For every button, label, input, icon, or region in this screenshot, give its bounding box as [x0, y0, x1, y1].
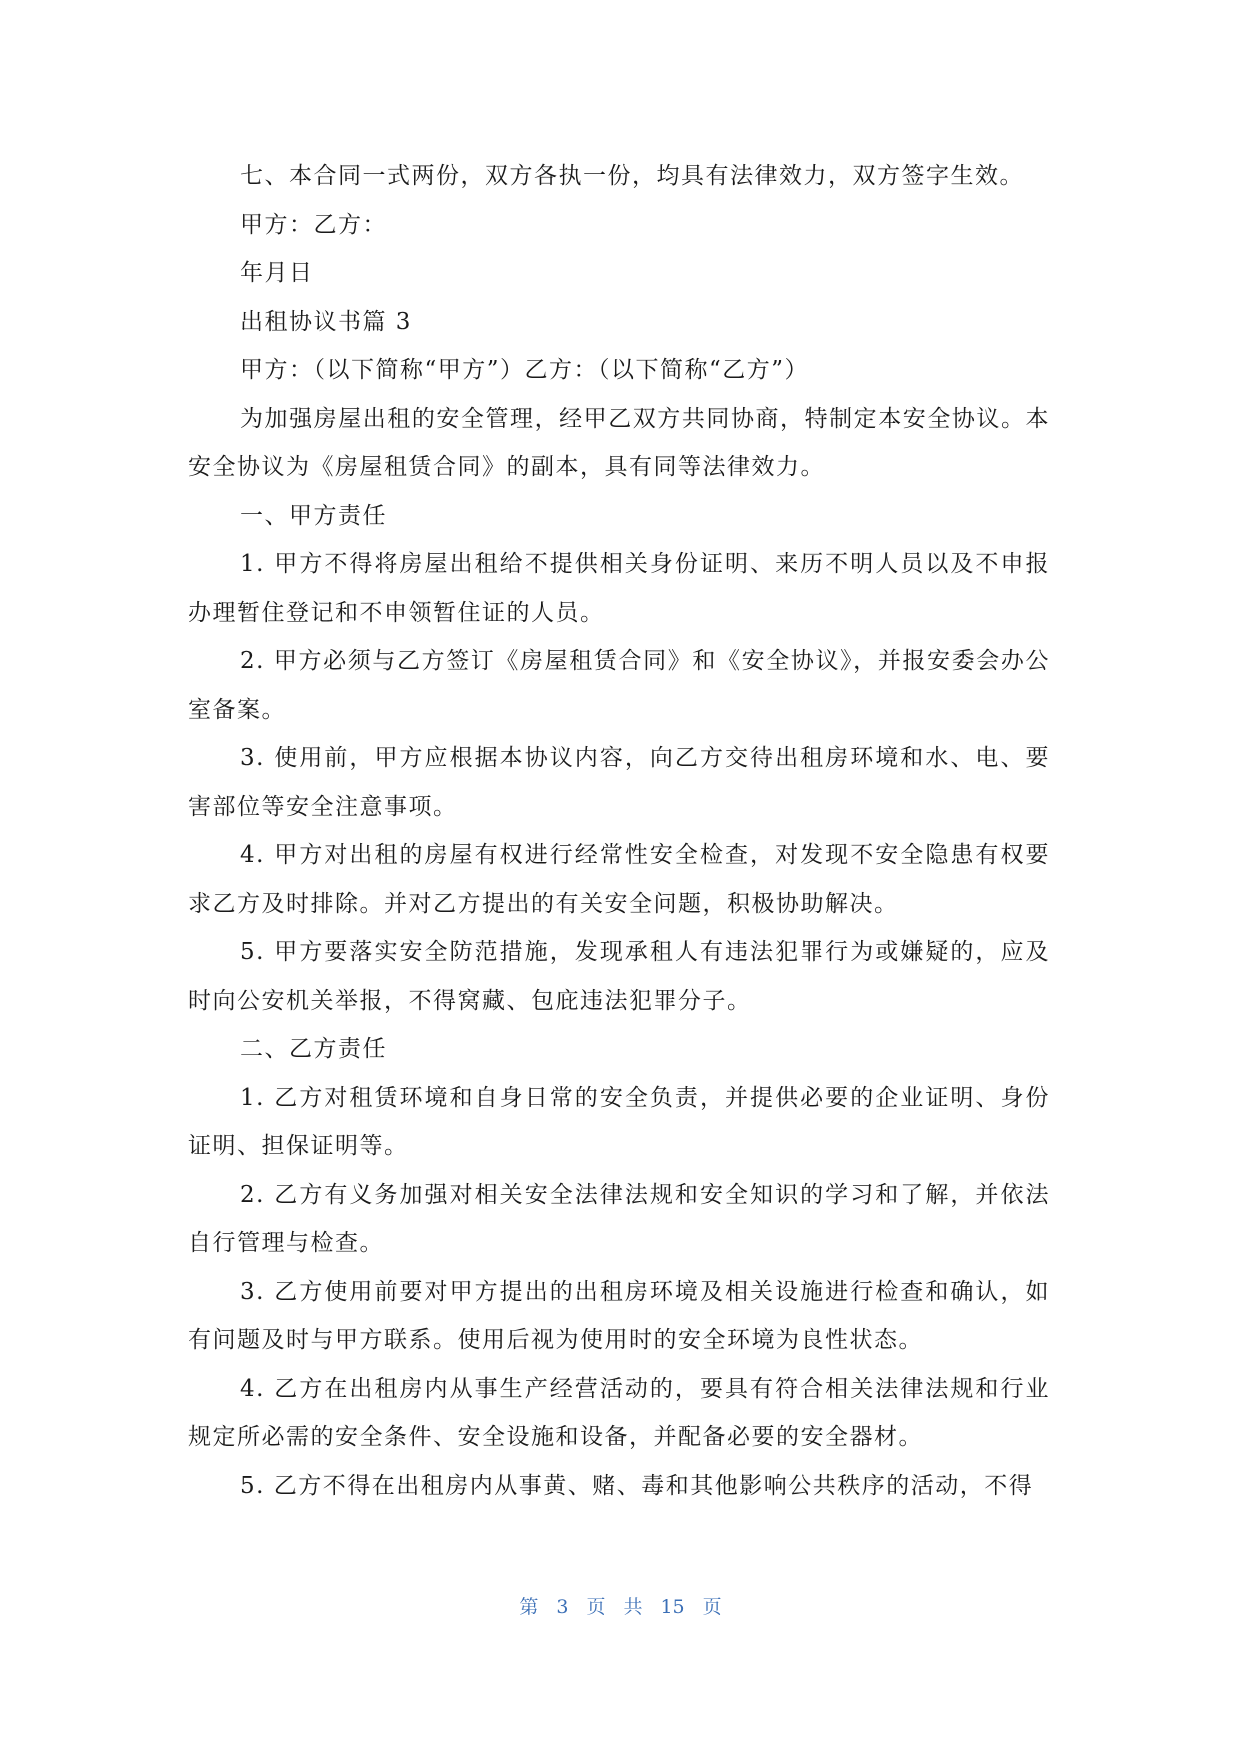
- paragraph: 出租协议书篇 3: [240, 308, 412, 335]
- footer-gong: 共: [623, 1596, 643, 1618]
- paragraph: 一、甲方责任: [240, 502, 387, 529]
- paragraph: 七、本合同一式两份，双方各执一份，均具有法律效力，双方签字生效。: [240, 163, 1024, 189]
- paragraph: 5. 甲方要落实安全防范措施，发现承租人有违法犯罪行为或嫌疑的，应及时向公安机关举报，不得窝藏、包庇违法犯罪分子。: [188, 939, 1050, 1014]
- paragraph: 4. 乙方在出租房内从事生产经营活动的，要具有符合相关法律法规和行业规定所必需的安全条件、安全设施和设备，并配备必要的安全器材。: [188, 1375, 1050, 1450]
- paragraph: 2. 乙方有义务加强对相关安全法律法规和安全知识的学习和了解，并依法自行管理与检查。: [188, 1181, 1050, 1256]
- paragraph: 甲方：（以下简称“甲方”）乙方：（以下简称“乙方”）: [240, 357, 810, 383]
- paragraph: 年月日: [240, 260, 314, 286]
- footer-di: 第: [519, 1596, 539, 1618]
- paragraph: 1. 乙方对租赁环境和自身日常的安全负责，并提供必要的企业证明、身份证明、担保证明等。: [188, 1084, 1050, 1159]
- paragraph: 3. 使用前，甲方应根据本协议内容，向乙方交待出租房环境和水、电、要害部位等安全注意事项。: [188, 745, 1050, 820]
- footer-ye-end: 页: [702, 1596, 722, 1618]
- document-body: [188, 152, 1050, 1510]
- paragraph: 2. 甲方必须与乙方签订《房屋租赁合同》和《安全协议》，并报安委会办公室备案。: [188, 648, 1050, 723]
- paragraph: 1. 甲方不得将房屋出租给不提供相关身份证明、来历不明人员以及不申报办理暂住登记和不申领暂住证的人员。: [188, 551, 1050, 626]
- footer-total-pages: 15: [660, 1596, 685, 1618]
- paragraph: 5. 乙方不得在出租房内从事黄、赌、毒和其他影响公共秩序的活动，不得: [240, 1472, 1034, 1499]
- paragraph: 甲方：乙方：: [240, 211, 387, 238]
- footer-ye: 页: [586, 1596, 606, 1618]
- paragraph: 4. 甲方对出租的房屋有权进行经常性安全检查，对发现不安全隐患有权要求乙方及时排除。并对乙方提出的有关安全问题，积极协助解决。: [188, 842, 1050, 917]
- paragraph: 为加强房屋出租的安全管理，经甲乙双方共同协商，特制定本安全协议。本安全协议为《房屋租赁合同》的副本，具有同等法律效力。: [188, 405, 1050, 480]
- page-footer: [0, 1592, 1241, 1619]
- paragraph: 二、乙方责任: [240, 1036, 387, 1062]
- footer-current-page: 3: [556, 1596, 569, 1618]
- paragraph: 3. 乙方使用前要对甲方提出的出租房环境及相关设施进行检查和确认，如有问题及时与甲方联系。使用后视为使用时的安全环境为良性状态。: [188, 1278, 1050, 1353]
